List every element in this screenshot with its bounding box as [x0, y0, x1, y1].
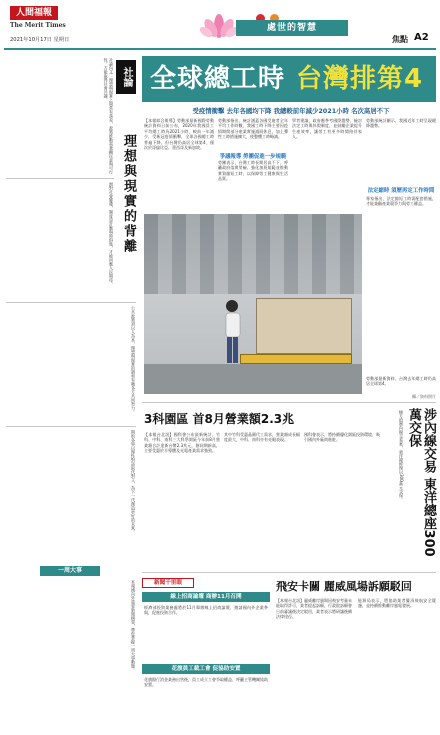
- weekly-body: 本週國內外重要新聞摘要，帶您掌握一周大事動態。: [131, 580, 136, 672]
- main-body-col2b: 勞團表示，台灣工時長期居高不下，呼籲政府落實勞檢、強化加班規範並推動實質縮短工時，以保障勞工健康與生活品質。: [218, 160, 288, 182]
- main-headline-banner: [142, 56, 436, 102]
- editorial-rule-1: [6, 178, 114, 179]
- tech-story-col1: 【本報台北訊】國科會公布最新統計，竹科、中科、南科三大科學園區今年前8月營業額合計達新台幣2.3兆元，創同期新高，主要受惠於半導體及光電產業需求強勁。: [144, 432, 220, 454]
- paper-english-name: The Merit Times: [10, 22, 66, 29]
- pallet-jack: [240, 354, 352, 364]
- photo-caption: 勞動部最新資料，台灣去年總工時仍高居全球第4。: [366, 376, 436, 387]
- weekly-column: [4, 566, 138, 732]
- tagline: 處世的智慧: [236, 20, 348, 36]
- tech-story-col3: 國科會表示，將持續優化園區投資環境，吸引國內外廠商進駐。: [304, 432, 380, 443]
- editorial-column: [4, 52, 138, 562]
- bottom-story: [276, 578, 436, 732]
- bottom-body-col1: 【本報台北訊】麗威離岸風場因飛安考量未能取得許可，業者提起訴願，行政院訴願會日前審議後決定駁回，業者表示將研議後續法律途徑。: [276, 598, 352, 620]
- tagline-badge: [256, 8, 288, 17]
- main-body-col1: 【本報綜合報導】勞動部最新國際勞動統計資料日前公布，2020年我國員工平均總工時為2021小時，較前一年減少，受新冠疫情衝擊，全球各國總工時普遍下降，但台灣仍高居全球第4，僅次於哥倫比亞、墨西哥及新加坡。: [144, 118, 214, 151]
- main-subhead-3: 法定縮時 須歷再定工作時間: [367, 188, 435, 194]
- editorial-body-1: 社論內文：理想與現實之間常有落差，政策推動需兼顧民意與可行性，方能取得社會共識。: [103, 58, 114, 174]
- main-photo: [144, 214, 362, 394]
- warehouse-shelves: [144, 214, 362, 294]
- editorial-rule-3: [6, 426, 136, 427]
- weekly-tag: 一周大事: [40, 566, 100, 576]
- side-headline: 涉內線交易 東洋總座300萬交保: [406, 408, 436, 557]
- news-brief-box: [142, 578, 270, 732]
- main-body-col3: 學者建議，政府應參考國際趨勢，檢討法定工時與休假制度，並鼓勵企業提升生產效率，讓勞工有更多時間陪伴家人。: [292, 118, 362, 140]
- main-body-col2: 勞動部指出，統計涵蓋各國受雇者全年平均工作時數，我國工時下降主要因疫情期間部分產業實施減班休息，加上彈性工時措施擴大，使整體工時略減。: [218, 118, 288, 140]
- tech-story-col2: 其中竹科受惠晶圓代工需求，營業額成長幅度最大，中科、南科亦有亮眼表現。: [224, 432, 300, 443]
- bottom-body-col2: 能源局表示，將協助業者釐清飛航安全疑慮，並持續推動離岸風電發展。: [358, 598, 436, 609]
- editorial-tag: 社論: [116, 60, 136, 94]
- photo-credit: 攝／資料照片: [412, 394, 436, 399]
- tech-story-headline: 3科園區 首8月營業額2.3兆: [144, 412, 295, 426]
- main-body-col4b: 專家指出，法定縮短工時需配套措施，才能兼顧產業競爭力與勞工權益。: [366, 196, 436, 207]
- editorial-rule-2: [6, 302, 136, 303]
- editorial-title: 理想與現實的背離: [121, 134, 136, 254]
- main-subhead: 受疫情衝擊 去年各國均下降 我總較前年減少2021小時 名次高居不下: [192, 107, 390, 115]
- side-story: [384, 406, 436, 568]
- masthead: [0, 0, 440, 52]
- main-subhead-2: 爭議報導 勞團促進一步規範: [219, 154, 287, 160]
- news-brief-h1-bar: 線上招商論壇 商辦11月召開: [142, 592, 270, 602]
- floor: [144, 364, 362, 394]
- paper-logo: 人間福報: [10, 6, 58, 20]
- news-brief-h2-bar: 花旗員工截工會 促協助安置: [142, 664, 270, 674]
- side-body: 檢方偵辦內線交易案，東洋總經理以300萬元交保。: [399, 410, 404, 502]
- section-badge: 焦點: [392, 35, 408, 44]
- headline-part-a: 全球總工時: [150, 64, 286, 94]
- masthead-divider: [4, 48, 436, 50]
- editorial-body-4: 期盼各界以理性對話取代對立，為下一代創造更好的未來。: [131, 430, 136, 534]
- news-brief-tag: 新聞千里眼: [142, 578, 194, 588]
- news-brief-b1: 經濟部投資業務處將於11月舉辦線上招商論壇，邀請國內外企業參與，促進投資合作。: [144, 605, 268, 616]
- main-body-col4: 勞動部統計顯示，我國近年工時呈現緩降趨勢。: [366, 118, 436, 129]
- news-brief-b2: 花旗銀行消金業務出售後，員工成立工會爭取權益，呼籲主管機關協助安置。: [144, 677, 268, 688]
- tech-bottom-rule: [142, 572, 436, 573]
- main-bottom-rule: [142, 402, 436, 403]
- bottom-headline: 飛安卡關 麗威風場訴願駁回: [276, 580, 412, 593]
- page-number: A2: [414, 32, 429, 43]
- pallet-boxes: [256, 298, 352, 354]
- tagline-bar: [236, 8, 348, 38]
- headline-part-b: 台灣排第4: [296, 64, 424, 94]
- editorial-body-2: 面對社會變遷，制度設計應與時俱進，才能回應人民期待。: [109, 182, 114, 286]
- editorial-body-3: 公共政策須以人為本，理想與現實的調和有賴各方共同努力。: [131, 306, 136, 414]
- issue-date: 2021年10月17日 星期日: [10, 37, 70, 43]
